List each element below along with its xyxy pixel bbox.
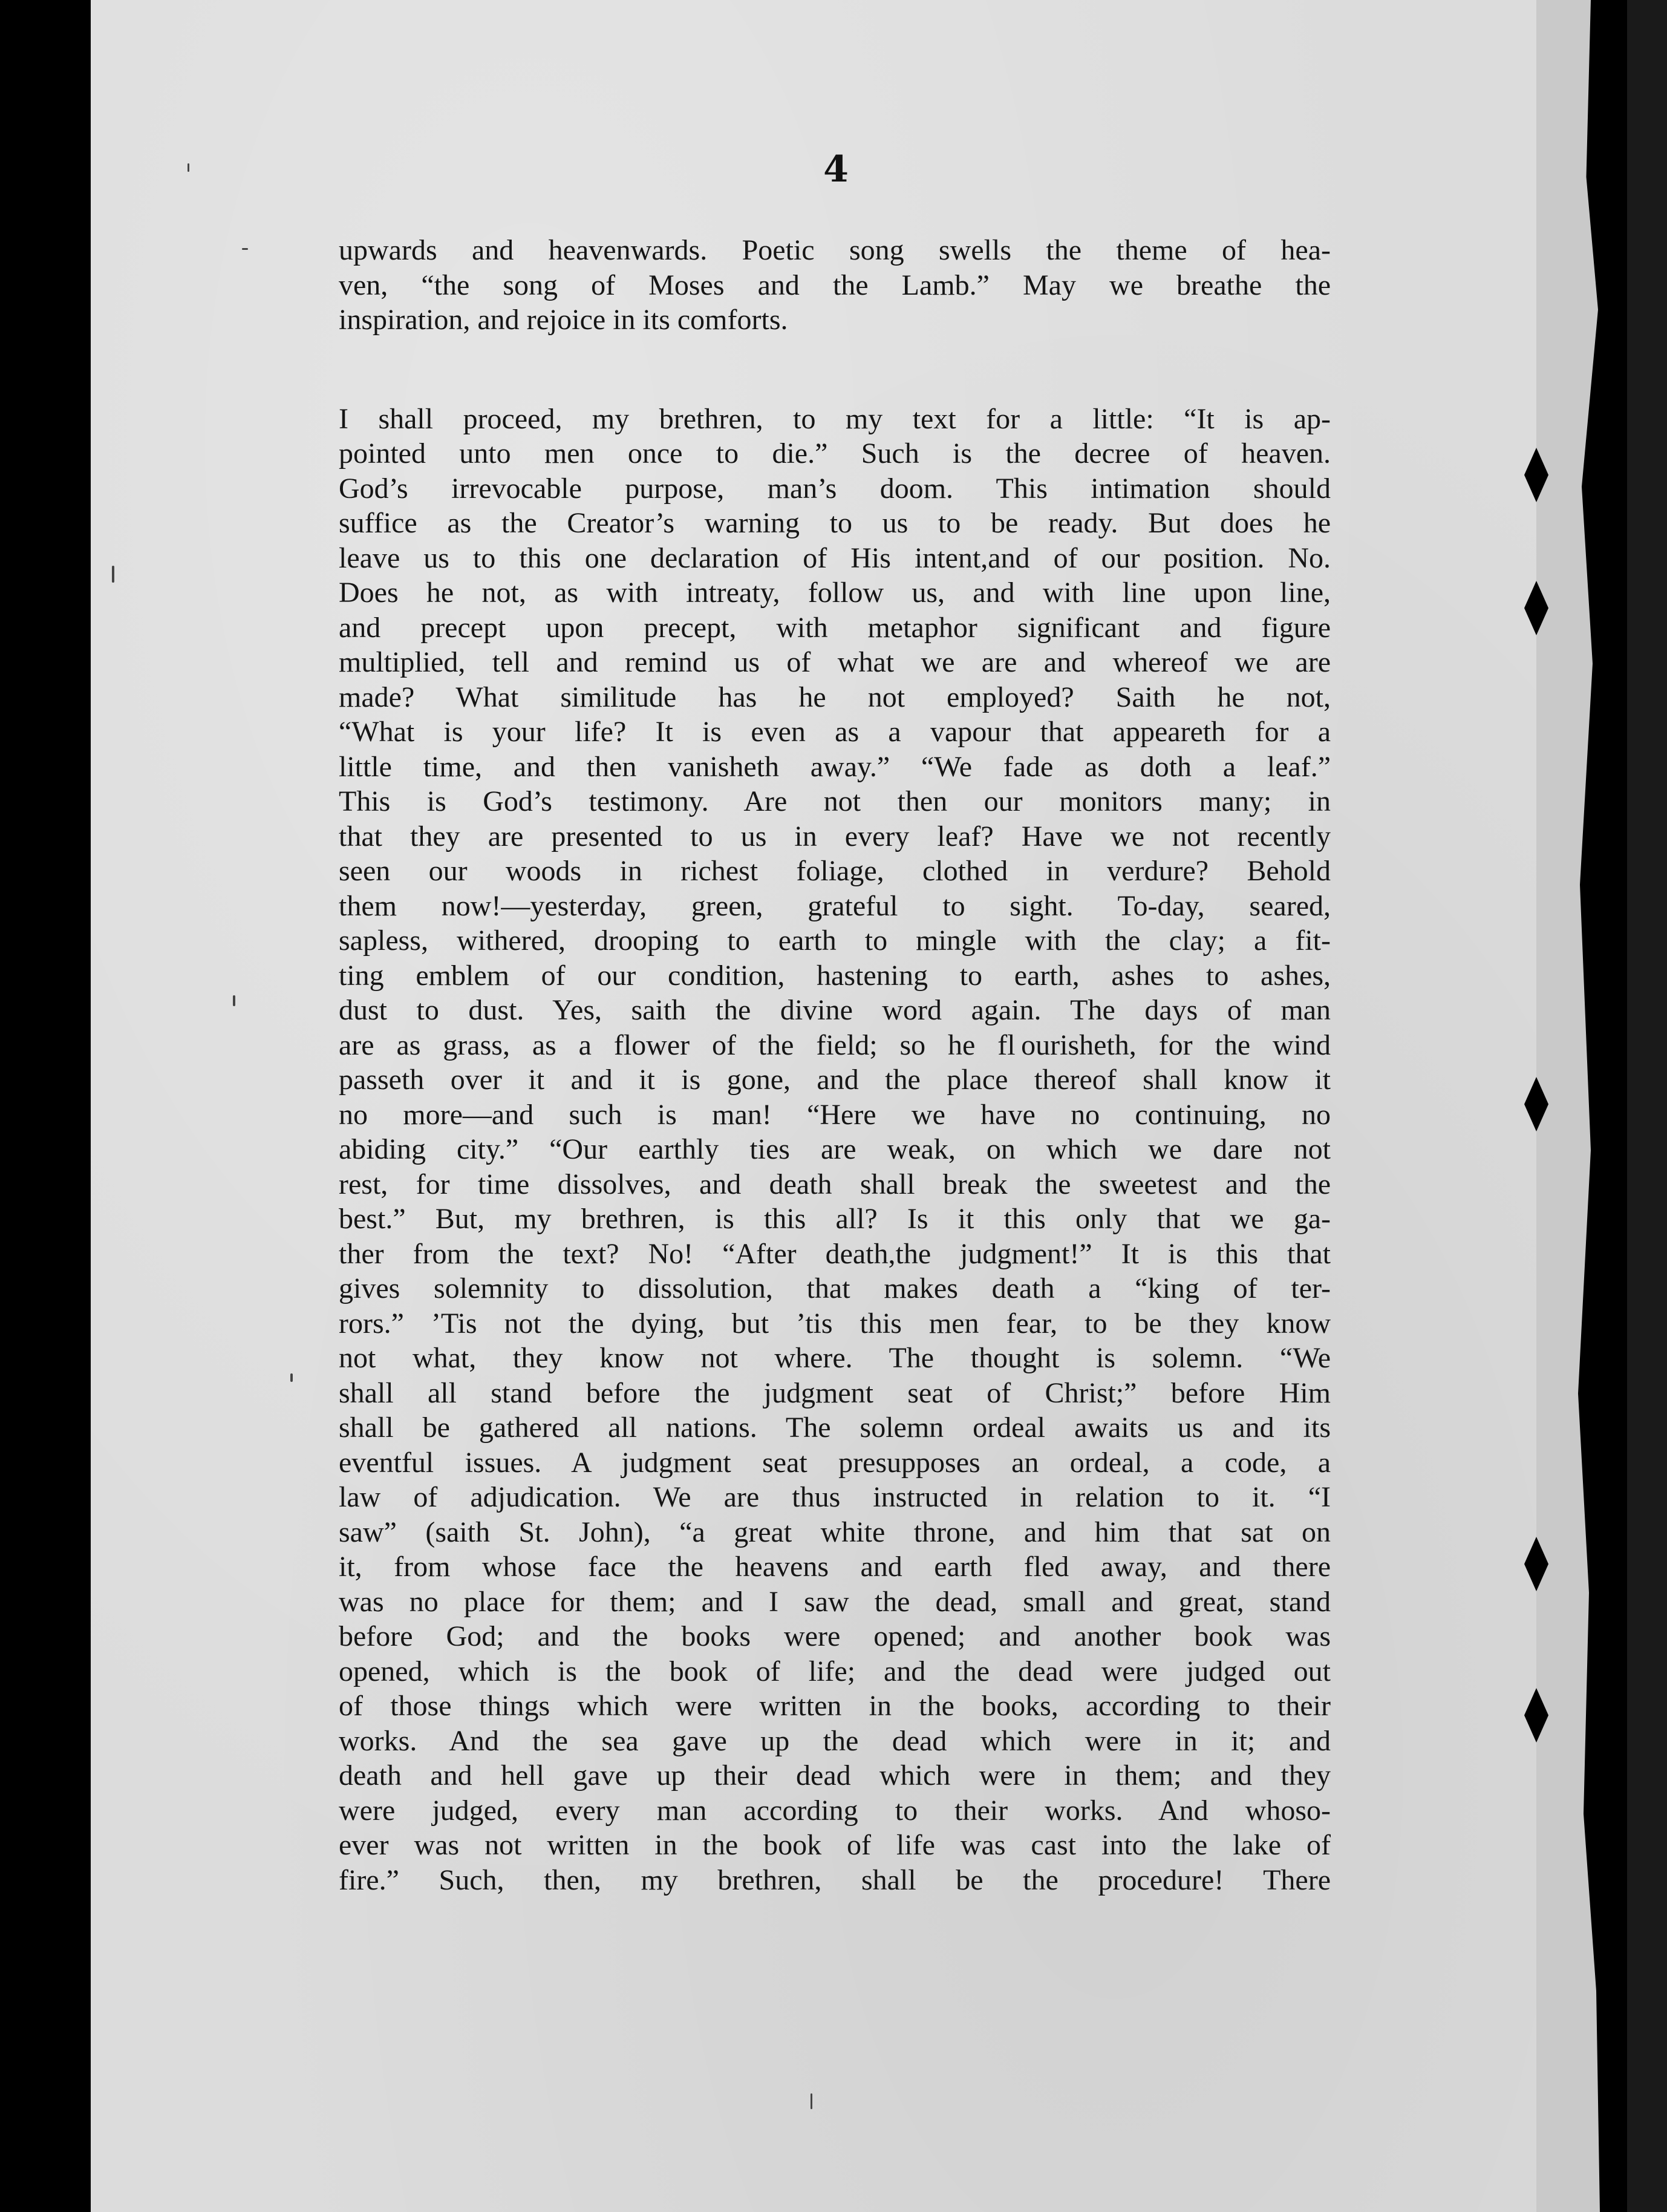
paper-speck: [290, 1373, 293, 1382]
text-line: little time, and then vanisheth away.” “We fade as doth a leaf.”: [339, 750, 1331, 783]
body-text: [339, 233, 1331, 1897]
text-line: before God; and the books were opened; and another book was: [339, 1620, 1331, 1652]
text-line: it, from whose face the heavens and earth fled away, and there: [339, 1551, 1331, 1583]
text-line: fire.” Such, then, my brethren, shall be the procedure! There: [339, 1864, 1331, 1896]
paper-speck: [112, 566, 114, 583]
text-line: upwards and heavenwards. Poetic song swells the theme of hea-: [339, 234, 1331, 266]
text-line: pointed unto men once to die.” Such is the decree of heaven.: [339, 437, 1331, 470]
text-line: This is God’s testimony. Are not then our monitors many; in: [339, 785, 1331, 817]
text-line: inspiration, and rejoice in its comforts.: [339, 304, 788, 336]
text-line: saw” (saith St. John), “a great white throne, and him that sat on: [339, 1516, 1331, 1548]
text-line: suffice as the Creator’s warning to us to be ready. But does he: [339, 507, 1331, 539]
text-line: rors.” ’Tis not the dying, but ’tis this men fear, to be they know: [339, 1307, 1331, 1340]
page-number: 4: [823, 148, 849, 191]
text-line: made? What similitude has he not employed? Saith he not,: [339, 681, 1331, 713]
text-line: and precept upon precept, with metaphor significant and figure: [339, 611, 1331, 644]
text-line: not what, they know not where. The thought is solemn. “We: [339, 1342, 1331, 1374]
text-line: eventful issues. A judgment seat presupposes an ordeal, a code, a: [339, 1446, 1331, 1479]
text-line: sapless, withered, drooping to earth to mingle with the clay; a fit-: [339, 924, 1331, 957]
text-line: works. And the sea gave up the dead which were in it; and: [339, 1724, 1331, 1757]
paper-speck: [811, 2093, 812, 2109]
text-line: that they are presented to us in every leaf? Have we not recently: [339, 820, 1331, 852]
text-line: ther from the text? No! “After death,the judgment!” It is this that: [339, 1237, 1331, 1270]
paragraph-gap: [339, 338, 1331, 402]
paper-speck: [233, 995, 235, 1006]
text-line: gives solemnity to dissolution, that makes death a “king of ter-: [339, 1272, 1331, 1304]
paragraph: [339, 402, 1331, 1898]
text-line: Does he not, as with intreaty, follow us, and with line upon line,: [339, 577, 1331, 609]
text-line: no more—and such is man! “Here we have no continuing, no: [339, 1098, 1331, 1131]
text-line: death and hell gave up their dead which were in them; and they: [339, 1759, 1331, 1792]
text-line: are as grass, as a flower of the field; so he fl ourisheth, for the wind: [339, 1029, 1331, 1061]
text-line: was no place for them; and I saw the dead, small and great, stand: [339, 1585, 1331, 1618]
text-line: I shall proceed, my brethren, to my text for a little: “It is ap-: [339, 402, 1331, 435]
text-line: multiplied, tell and remind us of what we are and whereof we are: [339, 646, 1331, 678]
text-line: shall be gathered all nations. The solemn ordeal awaits us and its: [339, 1412, 1331, 1444]
text-line: were judged, every man according to their works. And whoso-: [339, 1794, 1331, 1827]
text-line: seen our woods in richest foliage, clothed in verdure? Behold: [339, 855, 1331, 887]
text-line: leave us to this one declaration of His intent,and of our position. No.: [339, 542, 1331, 574]
text-line: best.” But, my brethren, is this all? Is it this only that we ga-: [339, 1203, 1331, 1235]
text-line: shall all stand before the judgment seat of Christ;” before Him: [339, 1376, 1331, 1409]
text-line: ting emblem of our condition, hastening to earth, ashes to ashes,: [339, 959, 1331, 992]
text-line: “What is your life? It is even as a vapour that appeareth for a: [339, 716, 1331, 748]
text-line: ever was not written in the book of life was cast into the lake of: [339, 1829, 1331, 1861]
text-line: of those things which were written in the books, according to their: [339, 1690, 1331, 1722]
scan-border: [1627, 0, 1667, 2212]
text-line: dust to dust. Yes, saith the divine word again. The days of man: [339, 994, 1331, 1026]
paper-speck: [188, 163, 189, 172]
text-line: passeth over it and it is gone, and the place thereof shall know it: [339, 1064, 1331, 1096]
text-line: God’s irrevocable purpose, man’s doom. This intimation should: [339, 472, 1331, 505]
text-line: abiding city.” “Our earthly ties are weak, on which we dare not: [339, 1133, 1331, 1165]
text-line: ven, “the song of Moses and the Lamb.” May we breathe the: [339, 269, 1331, 301]
text-line: law of adjudication. We are thus instructed in relation to it. “I: [339, 1481, 1331, 1513]
torn-page-edge: [1536, 0, 1627, 2212]
text-line: rest, for time dissolves, and death shall break the sweetest and the: [339, 1168, 1331, 1200]
text-line: them now!—yesterday, green, grateful to sight. To-day, seared,: [339, 889, 1331, 922]
paper-speck: [242, 248, 248, 250]
text-line: opened, which is the book of life; and the dead were judged out: [339, 1655, 1331, 1687]
paragraph: [339, 233, 1331, 338]
